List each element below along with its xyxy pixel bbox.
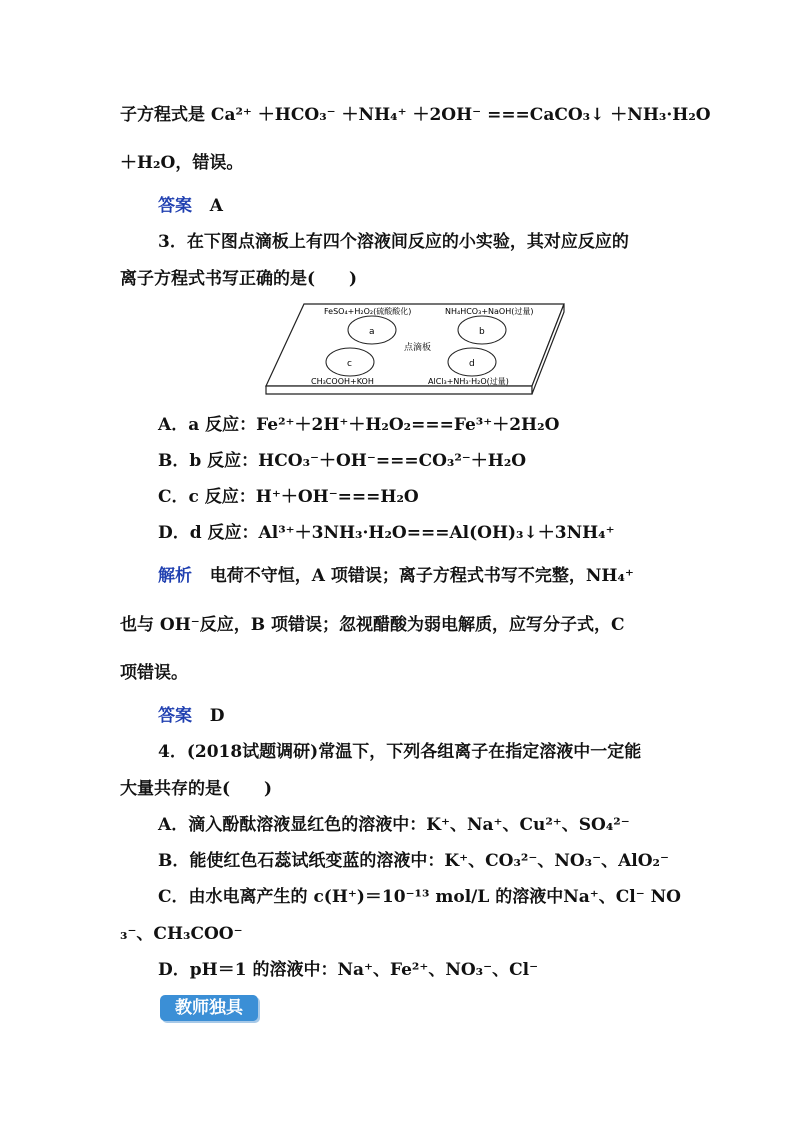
q4-option-c-line1: C．由水电离产生的 c(H⁺)＝10⁻¹³ mol/L 的溶液中Na⁺、Cl⁻ NO bbox=[158, 887, 681, 907]
answer-label: 答案 bbox=[158, 196, 192, 216]
q3-option-a: A．a 反应：Fe²⁺＋2H⁺＋H₂O₂===Fe³⁺＋2H₂O bbox=[158, 415, 560, 435]
prev-answer bbox=[158, 195, 223, 217]
well-d: d bbox=[469, 359, 475, 369]
q4-option-c-line2: ₃⁻、CH₃COO⁻ bbox=[120, 924, 243, 944]
q3-analysis-line3: 项错误。 bbox=[120, 663, 188, 683]
well-b-label: NH₄HCO₃+NaOH(过量) bbox=[445, 307, 534, 316]
q3-option-b: B．b 反应：HCO₃⁻＋OH⁻===CO₃²⁻＋H₂O bbox=[158, 451, 527, 471]
q3-analysis-line1 bbox=[158, 565, 634, 587]
analysis-label: 解析 bbox=[158, 566, 192, 586]
q4-stem-line2: 大量共存的是( ) bbox=[120, 779, 273, 799]
q3-option-d: D．d 反应：Al³⁺＋3NH₃·H₂O===Al(OH)₃↓＋3NH₄⁺ bbox=[158, 523, 615, 543]
q3-option-c: C．c 反应：H⁺＋OH⁻===H₂O bbox=[158, 487, 419, 507]
well-a-label: FeSO₄+H₂O₂(硫酸酸化) bbox=[324, 307, 412, 316]
spot-plate-figure bbox=[262, 300, 572, 400]
q4-option-a: A．滴入酚酞溶液显红色的溶液中：K⁺、Na⁺、Cu²⁺、SO₄²⁻ bbox=[158, 815, 630, 835]
answer-value: D bbox=[209, 706, 225, 726]
well-c: c bbox=[347, 359, 352, 369]
analysis-text-1: 电荷不守恒，A 项错误；离子方程式书写不完整，NH₄⁺ bbox=[209, 566, 634, 586]
answer-label: 答案 bbox=[158, 706, 192, 726]
q3-analysis-line2: 也与 OH⁻反应，B 项错误；忽视醋酸为弱电解质，应写分子式，C bbox=[120, 615, 625, 635]
q4-option-b: B．能使红色石蕊试纸变蓝的溶液中：K⁺、CO₃²⁻、NO₃⁻、AlO₂⁻ bbox=[158, 851, 669, 871]
q3-stem-line1: 3．在下图点滴板上有四个溶液间反应的小实验，其对应反应的 bbox=[158, 232, 629, 252]
plate-label: 点滴板 bbox=[404, 343, 432, 353]
answer-value: A bbox=[209, 196, 223, 216]
q3-stem-line2: 离子方程式书写正确的是( ) bbox=[120, 269, 358, 289]
well-c-label: CH₃COOH+KOH bbox=[311, 377, 374, 386]
well-d-label: AlCl₃+NH₃·H₂O(过量) bbox=[428, 377, 509, 386]
prev-equation-line2: ＋H₂O，错误。 bbox=[120, 153, 244, 173]
q4-stem-line1: 4．(2018试题调研)常温下，下列各组离子在指定溶液中一定能 bbox=[158, 742, 642, 762]
well-a: a bbox=[369, 327, 375, 337]
well-b: b bbox=[479, 327, 485, 337]
q4-option-d: D．pH＝1 的溶液中：Na⁺、Fe²⁺、NO₃⁻、Cl⁻ bbox=[158, 960, 539, 980]
q3-answer bbox=[158, 705, 225, 727]
prev-equation-line1: 子方程式是 Ca²⁺ ＋HCO₃⁻ ＋NH₄⁺ ＋2OH⁻ ===CaCO₃↓ ＋NH₃·H₂O bbox=[120, 105, 711, 125]
teacher-exclusive-badge: 教师独具 bbox=[160, 995, 258, 1021]
